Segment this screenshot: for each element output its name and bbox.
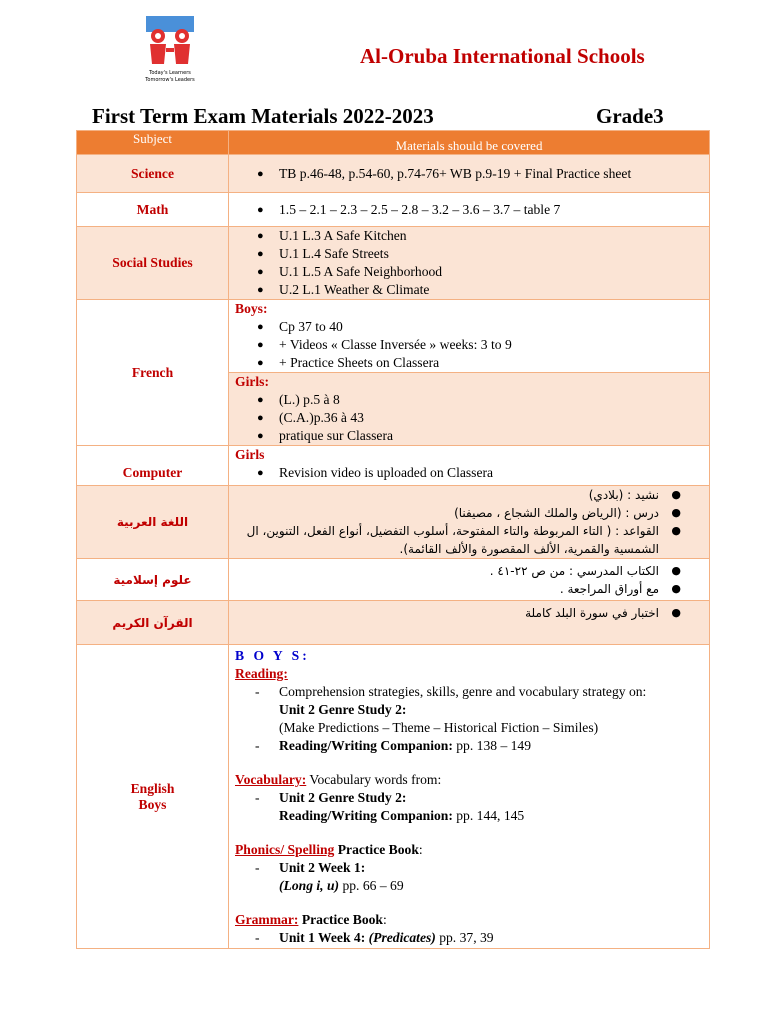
subject-science: Science [77,155,229,193]
grammar-book: Practice Book [298,912,383,927]
col-header-materials: Materials should be covered [229,131,710,155]
list-item: ● درس : (الرياض والملك الشجاع ، مصيفنا) [239,504,659,522]
vocabulary-text: Vocabulary words from: [306,772,442,787]
table-row: English Boys B O Y S: Reading: - Comprehension strategies, skills, genre and vocabulary strategy on: Unit 2 Genre Study 2: (Make Predictions – Theme – Historical Fiction – Similes) - Reading/Writing Companion: pp. 138 – 149 Vocabulary: Vocabulary words from: - Unit 2 Genre Study 2: Reading/Writing Companion: pp. 144, 145 Phonics/ Spelling Practice Book: - Unit 2 Week 1: (Long i, u) pp. 66 – 69 Grammar: Practice Book: - Unit 1 Week 4: (Predicates) pp. 37, 39 [77,645,710,949]
phonics-topic: (Long i, u) [279,878,340,893]
vocabulary-heading: Vocabulary: [235,772,307,787]
table-row [77,155,710,193]
boys-heading: B O Y S: [235,648,310,663]
table-row [77,227,710,300]
list-item: ● 1.5 – 2.1 – 2.3 – 2.5 – 2.8 – 3.2 – 3.6 – 3.7 – table 7 [279,201,709,219]
school-logo [140,14,200,84]
list-item: ● Cp 37 to 40 [279,318,709,336]
grammar-unit: Unit 1 Week 4: [279,930,369,945]
list-item: ● Revision video is uploaded on Classera [279,464,709,482]
list-item: ● U.1 L.3 A Safe Kitchen [279,227,709,245]
list-item: ● نشيد : (بلادي) [239,486,659,504]
school-name: Al-Oruba International Schools [360,44,645,68]
list-item: ● + Videos « Classe Inversée » weeks: 3 to 9 [279,336,709,354]
list-item: ● القواعد : ( التاء المربوطة والتاء المفتوحة، أسلوب التفضيل، أنواع الفعل، التنوين، ال الشمسية والقمرية، الألف المقصورة والألف القائمة). [239,522,659,558]
subject-computer: Computer [77,446,229,486]
phonics-book: Practice Book [334,842,419,857]
list-item: ● الكتاب المدرسي : من ص ٢٢-٤١ . [239,562,659,580]
phonics-heading: Phonics/ Spelling [235,842,335,857]
grade-label: Grade3 [596,104,664,128]
grammar-topic: (Predicates) [368,930,436,945]
table-row [77,446,710,486]
subject-social-studies: Social Studies [77,227,229,300]
computer-girls-label: Girls [235,447,265,462]
vocabulary-unit: Unit 2 Genre Study 2: [279,790,407,805]
grammar-heading: Grammar: [235,912,299,927]
phonics-unit: Unit 2 Week 1: [279,860,366,875]
reading-unit: Unit 2 Genre Study 2: [279,702,407,717]
french-boys-label: Boys: [235,301,268,316]
subject-arabic: اللغة العربية [77,486,229,559]
table-row [77,193,710,227]
list-item: ● (C.A.)p.36 à 43 [279,409,709,427]
list-item: ● U.2 L.1 Weather & Climate [279,281,709,299]
list-item: ● pratique sur Classera [279,427,709,445]
reading-companion-pages: pp. 138 – 149 [452,738,532,753]
subject-quran: القرآن الكريم [77,601,229,645]
list-item: ● (L.) p.5 à 8 [279,391,709,409]
list-item: ● اختبار في سورة البلد كاملة [239,604,659,622]
list-item: ● + Practice Sheets on Classera [279,354,709,372]
phonics-pages: pp. 66 – 69 [339,878,404,893]
grammar-pages: pp. 37, 39 [435,930,494,945]
list-item: ● مع أوراق المراجعة . [239,580,659,598]
table-row [77,300,710,373]
table-row [77,486,710,559]
french-girls-label: Girls: [235,374,269,389]
subject-islamic: علوم إسلامية [77,559,229,601]
col-header-subject: Subject [77,131,229,155]
list-item: ● TB p.46-48, p.54-60, p.74-76+ WB p.9-19 + Final Practice sheet [279,165,709,183]
svg-text:Today's Learners: Today's Learners [149,70,191,76]
list-item: ● U.1 L.4 Safe Streets [279,245,709,263]
list-item: ● U.1 L.5 A Safe Neighborhood [279,263,709,281]
table-row [77,559,710,601]
subject-french: French [77,300,229,446]
materials-table [76,130,710,949]
svg-text:Tomorrow's Leaders: Tomorrow's Leaders [145,77,195,83]
vocabulary-companion-pages: pp. 144, 145 [452,808,525,823]
subject-english-boys: English Boys [77,645,229,949]
reading-topics: (Make Predictions – Theme – Historical Fiction – Similes) [279,720,599,735]
reading-heading: Reading: [235,666,288,681]
reading-line: - Comprehension strategies, skills, genre and vocabulary strategy on: [229,683,709,701]
subject-math: Math [77,193,229,227]
reading-companion-label: Reading/Writing Companion: [279,738,453,753]
page-title: First Term Exam Materials 2022-2023 [92,104,434,128]
vocabulary-companion-label: Reading/Writing Companion: [279,808,453,823]
table-row [77,601,710,645]
